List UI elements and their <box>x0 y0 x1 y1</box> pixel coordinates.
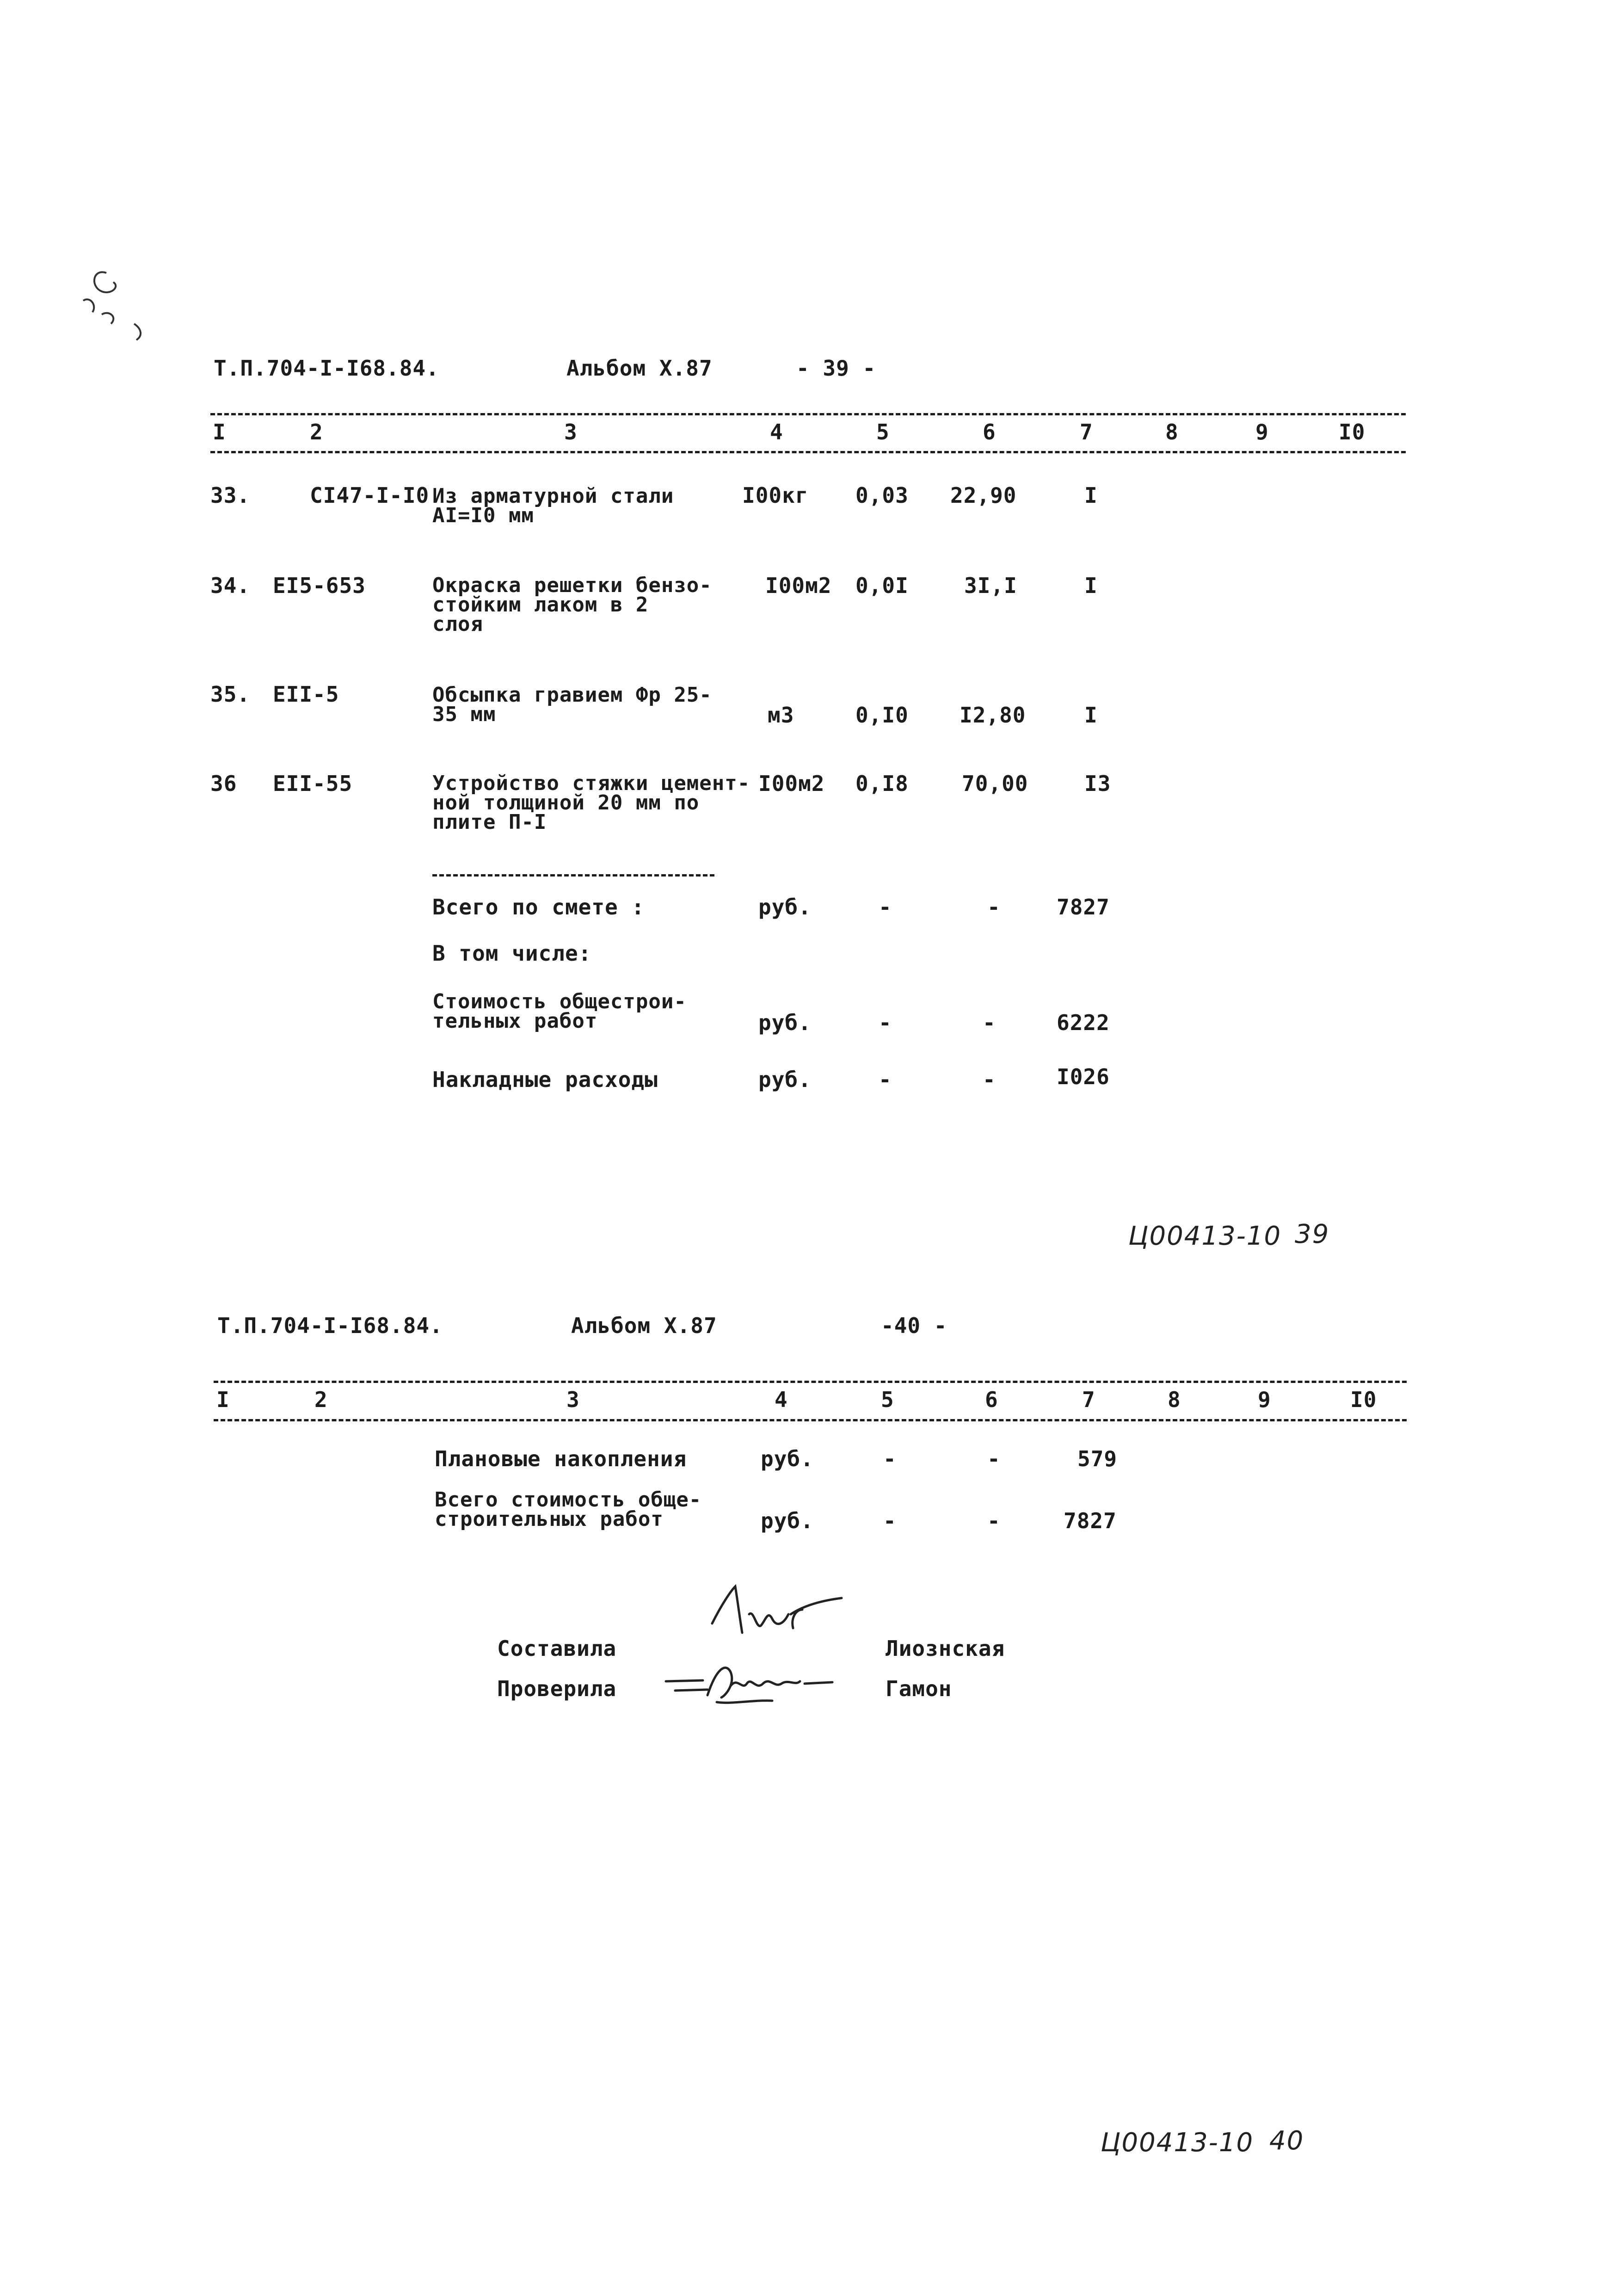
description-line: Из арматурной стали <box>432 484 674 508</box>
column-header: I0 <box>1350 1387 1377 1412</box>
archive-code: Ц00413-10 <box>1128 1221 1282 1251</box>
summary-unit: руб. <box>761 1446 814 1471</box>
row-number: 33. <box>210 483 251 508</box>
summary-price: - <box>983 1010 996 1035</box>
summary-label-line: строительных работ <box>435 1507 664 1531</box>
column-header: 2 <box>314 1387 328 1412</box>
row-code: CI47-I-I0 <box>310 483 430 508</box>
handwritten-signature-compiler <box>703 1582 851 1647</box>
column-header: I0 <box>1339 420 1366 444</box>
row-total: I <box>1084 573 1098 598</box>
summary-label-line: Стоимость общестрои- <box>432 990 687 1013</box>
column-header: 6 <box>985 1387 998 1412</box>
summary-quantity: - <box>883 1508 897 1533</box>
summary-quantity: - <box>883 1446 897 1471</box>
summary-price: - <box>987 1446 1001 1471</box>
column-header: I <box>213 420 226 444</box>
description-line: Устройство стяжки цемент- <box>432 772 750 795</box>
column-header: 8 <box>1165 420 1179 444</box>
column-header: 8 <box>1168 1387 1181 1412</box>
description-line: стойким лаком в 2 <box>432 593 649 617</box>
album-label: Альбом X.87 <box>571 1313 717 1338</box>
table-header-top-rule <box>214 1381 1407 1383</box>
summary-unit: руб. <box>758 1067 812 1092</box>
description-line: плите П-I <box>432 810 547 834</box>
summary-price: - <box>987 895 1001 920</box>
table-header-bottom-rule <box>214 1419 1407 1421</box>
summary-quantity: - <box>879 1010 892 1035</box>
signature-role: Проверила <box>497 1676 617 1701</box>
doc-number: Т.П.704-I-I68.84. <box>214 356 439 381</box>
description-line: 35 мм <box>432 703 496 726</box>
description-line: Окраска решетки бензо- <box>432 574 712 597</box>
summary-label-line: Всего стоимость обще- <box>435 1488 702 1512</box>
column-header: 7 <box>1082 1387 1095 1412</box>
handwritten-signature-checker <box>661 1658 837 1709</box>
summary-label: Накладные расходы <box>432 1067 658 1092</box>
summary-label: В том числе: <box>432 941 592 966</box>
summary-total: 6222 <box>1057 1010 1110 1035</box>
corner-scribble-mark <box>65 259 157 352</box>
summary-price: - <box>987 1508 1001 1533</box>
row-unit: м3 <box>768 703 794 728</box>
signature-role: Составила <box>497 1636 617 1661</box>
signature-name: Лиознская <box>886 1636 1005 1661</box>
row-total: I <box>1084 703 1098 728</box>
summary-total: 7827 <box>1057 895 1110 920</box>
row-code: EI5-653 <box>273 573 366 598</box>
row-total: I <box>1084 483 1098 508</box>
column-header: 9 <box>1255 420 1269 444</box>
summary-label-line: тельных работ <box>432 1009 598 1033</box>
summary-quantity: - <box>879 895 892 920</box>
archive-page-number: 39 <box>1295 1219 1330 1249</box>
row-price: 70,00 <box>962 771 1028 796</box>
row-total: I3 <box>1084 771 1111 796</box>
column-header: 9 <box>1258 1387 1271 1412</box>
column-header: 5 <box>881 1387 894 1412</box>
row-quantity: 0,03 <box>855 483 909 508</box>
description-line: ной толщиной 20 мм по <box>432 791 700 815</box>
summary-label <box>432 992 687 1031</box>
row-code: EII-55 <box>273 771 353 796</box>
row-unit: I00м2 <box>765 573 832 598</box>
description-line: Обсыпка гравием Фр 25- <box>432 683 712 707</box>
summary-quantity: - <box>879 1067 892 1092</box>
summary-separator-rule <box>432 874 714 876</box>
column-header: 3 <box>564 420 578 444</box>
row-number: 36 <box>210 771 237 796</box>
column-header: 4 <box>770 420 783 444</box>
row-number: 34. <box>210 573 251 598</box>
summary-total: 579 <box>1077 1446 1118 1471</box>
archive-page-number: 40 <box>1269 2126 1304 2156</box>
column-header: 6 <box>983 420 996 444</box>
summary-unit: руб. <box>758 895 812 920</box>
summary-label: Плановые накопления <box>435 1446 687 1471</box>
summary-unit: руб. <box>758 1010 812 1035</box>
row-price: I2,80 <box>960 703 1026 728</box>
column-header: 7 <box>1080 420 1093 444</box>
description-line: AI=I0 мм <box>432 504 534 527</box>
row-quantity: 0,I0 <box>855 703 909 728</box>
summary-unit: руб. <box>761 1508 814 1533</box>
signature-name: Гамон <box>886 1676 952 1701</box>
row-description <box>432 484 674 527</box>
summary-label: Всего по смете : <box>432 895 645 920</box>
table-header-bottom-rule <box>210 451 1406 453</box>
row-quantity: 0,I8 <box>855 771 909 796</box>
row-price: 3I,I <box>964 573 1017 598</box>
summary-total: 7827 <box>1064 1508 1117 1533</box>
row-unit: I00м2 <box>758 771 825 796</box>
row-description <box>432 685 712 724</box>
page-number: - 39 - <box>796 356 876 381</box>
row-description <box>432 774 750 832</box>
column-header: I <box>216 1387 230 1412</box>
column-header: 3 <box>566 1387 580 1412</box>
archive-code: Ц00413-10 <box>1101 2128 1254 2158</box>
column-header: 5 <box>876 420 890 444</box>
album-label: Альбом X.87 <box>566 356 713 381</box>
column-header: 2 <box>310 420 323 444</box>
row-quantity: 0,0I <box>855 573 909 598</box>
table-header-top-rule <box>210 413 1406 415</box>
summary-label <box>435 1490 701 1529</box>
row-number: 35. <box>210 682 251 707</box>
row-unit: I00кг <box>742 483 809 508</box>
page-number: -40 - <box>881 1313 947 1338</box>
row-code: EII-5 <box>273 682 339 707</box>
row-price: 22,90 <box>950 483 1017 508</box>
doc-number: Т.П.704-I-I68.84. <box>217 1313 443 1338</box>
column-header: 4 <box>775 1387 788 1412</box>
summary-price: - <box>983 1067 996 1092</box>
row-description <box>432 576 712 634</box>
description-line: слоя <box>432 612 483 636</box>
summary-total: I026 <box>1057 1064 1110 1089</box>
